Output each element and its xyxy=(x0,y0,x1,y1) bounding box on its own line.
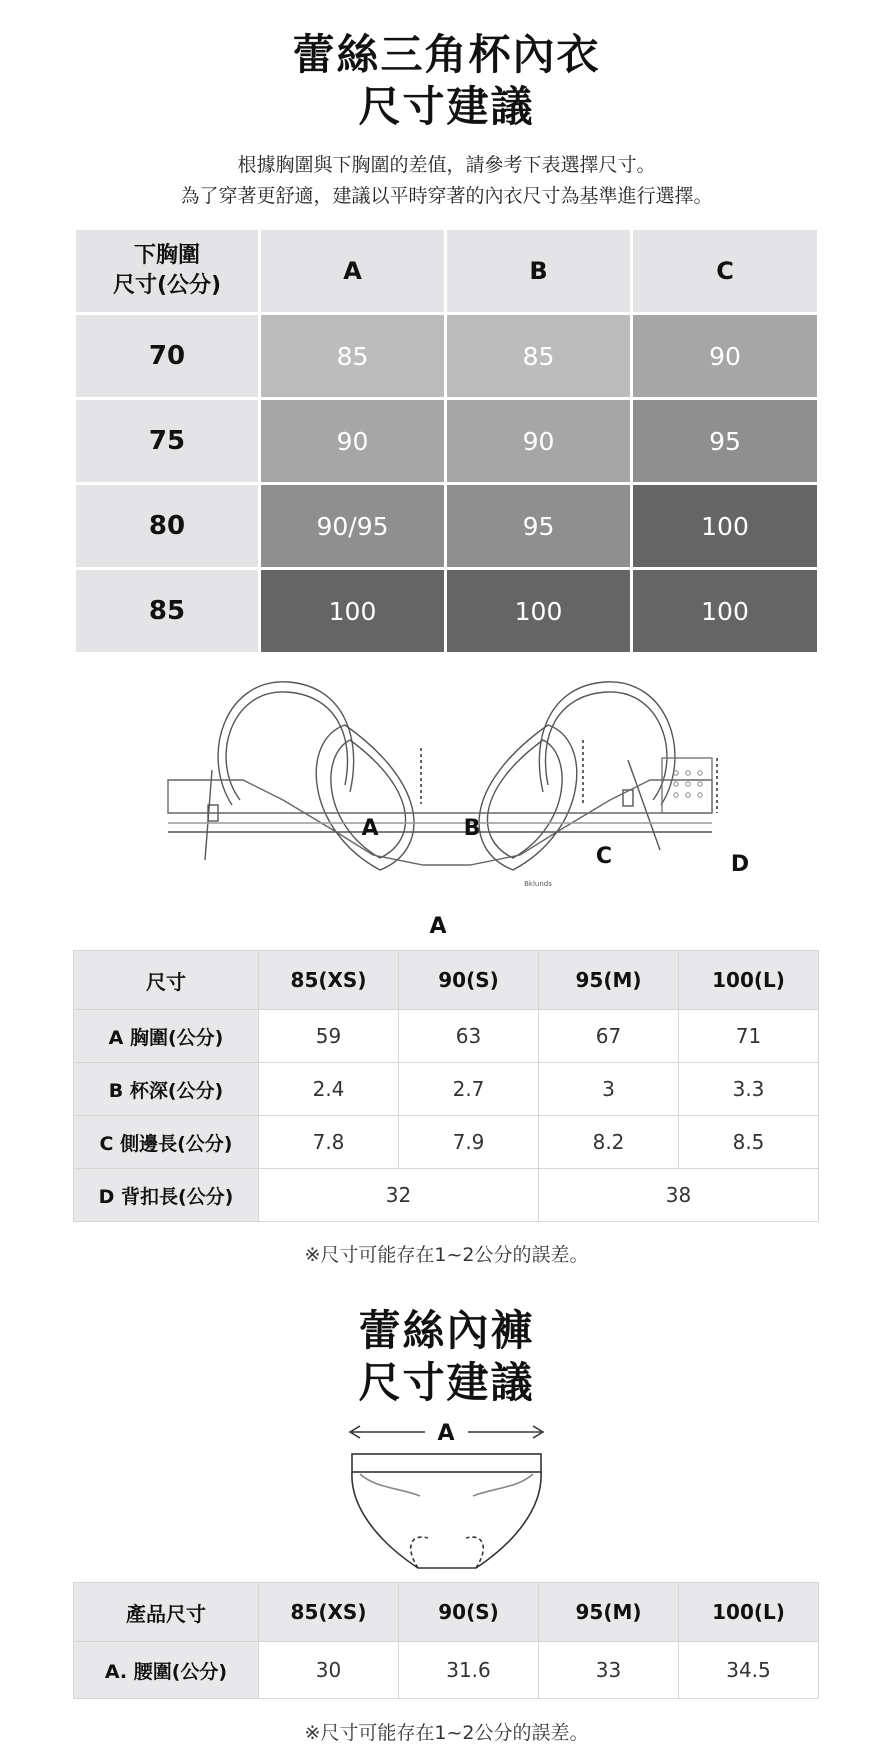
bust-value: 90 xyxy=(260,399,446,484)
panty-waistband xyxy=(352,1454,541,1472)
hook-eye xyxy=(698,782,702,786)
panty-label-a: A xyxy=(437,1421,455,1446)
size-header: 產品尺寸 xyxy=(74,1583,259,1642)
bust-value: 100 xyxy=(260,569,446,654)
bust-value: 95 xyxy=(632,399,819,484)
bra-intro-line1: 根據胸圍與下胸圍的差值，請參考下表選擇尺寸。 xyxy=(237,154,656,176)
underbust-label: 85 xyxy=(75,569,260,654)
hook-eye xyxy=(686,793,690,797)
bra-title-line1: 蕾絲三角杯內衣 xyxy=(292,30,601,79)
table-cell: 8.2 xyxy=(539,1116,679,1169)
table-cell: 38 xyxy=(539,1169,819,1222)
diagram-label-c-side: C xyxy=(595,844,613,869)
table-cell: 67 xyxy=(539,1010,679,1063)
size-header-cell: 100(L) xyxy=(679,1583,819,1642)
panty-title-line2: 尺寸建議 xyxy=(358,1358,535,1407)
table-cell: 8.5 xyxy=(679,1116,819,1169)
cup-header-b: B xyxy=(446,229,632,314)
underbust-header-line1: 下胸圍 xyxy=(133,243,200,268)
hook-eye xyxy=(698,793,702,797)
panty-leg-left xyxy=(411,1537,428,1568)
cup-header-c: C xyxy=(632,229,819,314)
table-cell: 3.3 xyxy=(679,1063,819,1116)
bust-value: 90 xyxy=(446,399,632,484)
table-row xyxy=(74,1063,819,1116)
left-strap xyxy=(226,692,347,800)
bust-value: 100 xyxy=(632,484,819,569)
right-strap xyxy=(546,692,667,800)
row-label: A 胸圍(公分) xyxy=(74,1010,259,1063)
row-label: A. 腰圍(公分) xyxy=(74,1642,259,1699)
hook-eye xyxy=(698,771,702,775)
left-strap-outer xyxy=(218,682,354,805)
table-row xyxy=(74,1642,819,1699)
panty-diagram xyxy=(0,1418,893,1578)
size-header-cell: 90(S) xyxy=(399,1583,539,1642)
table-cell: 2.4 xyxy=(259,1063,399,1116)
size-header-cell: 95(M) xyxy=(539,1583,679,1642)
size-header-cell: 90(S) xyxy=(399,951,539,1010)
bust-value: 95 xyxy=(446,484,632,569)
size-header-cell: 100(L) xyxy=(679,951,819,1010)
panty-measure-header xyxy=(74,1583,819,1642)
brand-mark: Bklunds xyxy=(524,880,552,888)
table-cell: 2.7 xyxy=(399,1063,539,1116)
cup-size-table xyxy=(73,227,820,655)
table-cell: 33 xyxy=(539,1642,679,1699)
bra-measurement-table xyxy=(73,950,819,1222)
hook-eye xyxy=(686,782,690,786)
diagram-label-a-width: A xyxy=(429,914,447,939)
underbust-header xyxy=(75,229,260,314)
panty-title-line1: 蕾絲內褲 xyxy=(358,1306,535,1355)
underbust-label: 75 xyxy=(75,399,260,484)
bra-diagram xyxy=(0,680,893,945)
table-cell: 30 xyxy=(259,1642,399,1699)
bust-value: 90 xyxy=(632,314,819,399)
underbust-label: 80 xyxy=(75,484,260,569)
bust-value: 85 xyxy=(260,314,446,399)
hook-eye xyxy=(674,771,678,775)
panty-measurement-table xyxy=(73,1582,819,1699)
table-row xyxy=(74,1169,819,1222)
size-header-cell: 95(M) xyxy=(539,951,679,1010)
left-strap-side xyxy=(205,770,212,860)
table-cell: 31.6 xyxy=(399,1642,539,1699)
bra-title-line2: 尺寸建議 xyxy=(358,82,535,131)
panty-leg-right xyxy=(466,1537,483,1568)
table-cell: 7.9 xyxy=(399,1116,539,1169)
hook-eye xyxy=(674,793,678,797)
underbust-header-line2: 尺寸(公分) xyxy=(112,273,222,298)
bust-value: 100 xyxy=(446,569,632,654)
table-cell: 71 xyxy=(679,1010,819,1063)
cup-table-row xyxy=(75,314,819,399)
row-label: B 杯深(公分) xyxy=(74,1063,259,1116)
table-row xyxy=(74,1116,819,1169)
bust-value: 100 xyxy=(632,569,819,654)
hook-eye xyxy=(686,771,690,775)
size-header-cell: 85(XS) xyxy=(259,1583,399,1642)
cup-table-header xyxy=(75,229,819,314)
diagram-label-a-cup: A xyxy=(361,816,379,841)
table-cell: 63 xyxy=(399,1010,539,1063)
size-header-cell: 85(XS) xyxy=(259,951,399,1010)
panty-tolerance-note: ※尺寸可能存在1~2公分的誤差。 xyxy=(304,1722,589,1744)
diagram-label-b-cup: B xyxy=(463,816,481,841)
table-cell: 3 xyxy=(539,1063,679,1116)
hook-eye xyxy=(674,782,678,786)
right-strap-outer xyxy=(539,682,675,805)
table-cell: 59 xyxy=(259,1010,399,1063)
cup-table-row xyxy=(75,569,819,654)
diagram-label-d-back: D xyxy=(730,852,750,877)
bust-value: 85 xyxy=(446,314,632,399)
underbust-label: 70 xyxy=(75,314,260,399)
table-cell: 32 xyxy=(259,1169,539,1222)
table-row xyxy=(74,1010,819,1063)
row-label: C 側邊長(公分) xyxy=(74,1116,259,1169)
bra-tolerance-note: ※尺寸可能存在1~2公分的誤差。 xyxy=(304,1244,589,1266)
panty-body xyxy=(352,1472,541,1568)
cup-table-row xyxy=(75,484,819,569)
bra-intro-line2: 為了穿著更舒適，建議以平時穿著的內衣尺寸為基準進行選擇。 xyxy=(180,185,713,207)
bra-measure-header xyxy=(74,951,819,1010)
panty-lace-left xyxy=(360,1474,420,1496)
cup-table-row xyxy=(75,399,819,484)
row-label: D 背扣長(公分) xyxy=(74,1169,259,1222)
bust-value: 90/95 xyxy=(260,484,446,569)
table-cell: 34.5 xyxy=(679,1642,819,1699)
cup-header-a: A xyxy=(260,229,446,314)
panty-lace-right xyxy=(473,1474,533,1496)
size-header: 尺寸 xyxy=(74,951,259,1010)
table-cell: 7.8 xyxy=(259,1116,399,1169)
